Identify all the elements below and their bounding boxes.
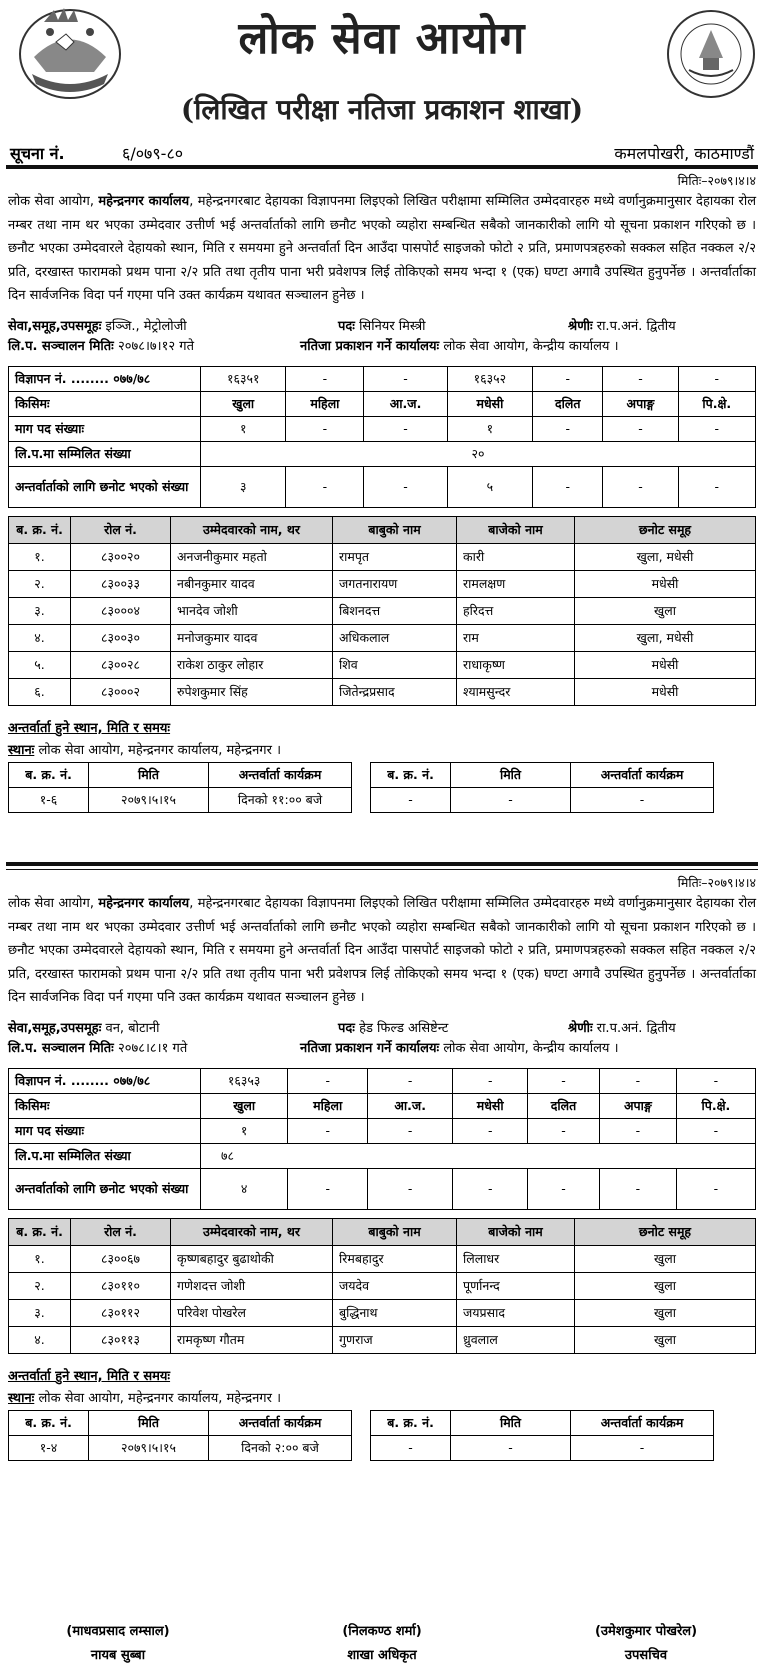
kind-row: [9, 1093, 756, 1118]
cell-grandfather: हरिदत्त: [457, 597, 575, 624]
cell-group: खुला: [575, 1326, 756, 1353]
adv-cell: -: [364, 366, 447, 391]
kind-cell: दलित: [533, 391, 603, 416]
shortlisted-label: अन्तर्वार्ताको लागि छनोट भएको संख्या: [9, 466, 201, 507]
cell-father: रामपृत: [333, 543, 457, 570]
demand-cell: -: [678, 416, 755, 441]
shortlisted-cell: ३: [201, 466, 286, 507]
iv-header-program: अन्तर्वार्ता कार्यक्रम: [209, 762, 352, 787]
iv-header-serial: ब. क्र. नं.: [9, 762, 89, 787]
cell-grandfather: ध्रुवलाल: [457, 1326, 575, 1353]
kind-label: किसिमः: [9, 391, 201, 416]
iv-serial: -: [371, 787, 451, 812]
table-row: [9, 543, 756, 570]
cell-serial: ३.: [9, 597, 71, 624]
signature-3: [536, 1620, 756, 1668]
cell-roll: ८३००३०: [71, 624, 171, 651]
kind-cell: आ.ज.: [368, 1093, 453, 1118]
kind-cell: दलित: [528, 1093, 600, 1118]
demand-cell: -: [676, 1118, 755, 1143]
adv-cell: -: [286, 366, 364, 391]
cell-name: राकेश ठाकुर लोहार: [171, 651, 333, 678]
signature-2: [272, 1620, 492, 1668]
cell-serial: २.: [9, 1272, 71, 1299]
service-label: सेवा,समूह,उपसमूहः: [8, 1020, 102, 1036]
result-section-1: [8, 172, 756, 814]
demand-cell: -: [528, 1118, 600, 1143]
signatory-name: (उमेशकुमार पोखरेल): [594, 1624, 698, 1639]
iv-serial: -: [371, 1435, 451, 1460]
iv-date: २०७९।५।१५: [89, 1435, 209, 1460]
para-body: , महेन्द्रनगरबाट देहायका विज्ञापनमा लिइएको लिखित परीक्षामा सम्मिलित उम्मेदवारहरु मध्ये वर्णानुक्रमानुसार देहायका रोल नम्बर तथा नाम थर भएका उम्मेदवार उत्तीर्ण भई अन्तर्वार्ताको लागि छनौट भएको व्यहोरा सम्बन्धित सबैको जानकारीको लागि यो सूचना प्रकाशन गरिएको छ । छनौट भएका उम्मेदवारले देहायको स्थान, मिति र समयमा हुने अन्तर्वार्ता दिन आउँदा पासपोर्ट साइजको फोटो २ प्रति, प्रमाणपत्रहरुको सक्कल सहित नक्कल २/२ प्रति, दरखास्त फारामको प्रथम पाना २/२ प्रति तथा तृतीय पाना भरी प्रवेशपत्र लिई तोकिएको समय भन्दा १ (एक) घण्टा अगावै उपस्थित हुनुपर्नेछ । अन्तर्वार्ताका दिन सार्वजनिक विदा पर्न गएमा पनि उक्त कार्यक्रम यथावत सञ्चालन हुनेछ ।: [8, 896, 757, 1005]
cell-group: खुला: [575, 1299, 756, 1326]
cell-grandfather: पूर्णानन्द: [457, 1272, 575, 1299]
shortlisted-cell: ४: [201, 1168, 288, 1209]
table-row: [9, 624, 756, 651]
header-grandfather: बाजेको नाम: [457, 516, 575, 543]
signatures: [8, 1620, 756, 1670]
cell-grandfather: रामलक्षण: [457, 570, 575, 597]
iv-program: -: [571, 787, 714, 812]
header-father: बाबुको नाम: [333, 516, 457, 543]
iv-date: २०७९।५।१५: [89, 787, 209, 812]
adv-cell: -: [368, 1068, 453, 1093]
cell-serial: ५.: [9, 651, 71, 678]
place-value: लोक सेवा आयोग, महेन्द्रनगर कार्यालय, महेन्द्रनगर ।: [38, 1390, 282, 1406]
office-location: कमलपोखरी, काठमाण्डौं: [614, 144, 754, 163]
interview-table: [8, 1410, 352, 1461]
signatory-title: उपसचिव: [624, 1648, 668, 1663]
adv-cell: १६३५२: [447, 366, 532, 391]
kind-cell: महिला: [286, 391, 364, 416]
exam-meta: [8, 316, 756, 358]
post-value: हेड फिल्ड असिष्टेन्ट: [359, 1020, 449, 1036]
notice-number-label: सूचना नं.: [10, 144, 65, 163]
cell-name: रुपेशकुमार सिंह: [171, 678, 333, 705]
cell-roll: ८३०११३: [71, 1326, 171, 1353]
included-row: [9, 441, 756, 466]
adv-row: [9, 366, 756, 391]
candidates-header: [9, 516, 756, 543]
adv-cell: -: [678, 366, 755, 391]
iv-header-program: अन्तर्वार्ता कार्यक्रम: [571, 762, 714, 787]
iv-header-date: मिति: [89, 1410, 209, 1435]
adv-cell: -: [676, 1068, 755, 1093]
notice-paragraph: [8, 190, 756, 308]
header-roll: रोल नं.: [71, 1218, 171, 1245]
iv-serial: १-४: [9, 1435, 89, 1460]
table-row: [9, 570, 756, 597]
kind-cell: आ.ज.: [364, 391, 447, 416]
cell-serial: १.: [9, 543, 71, 570]
iv-header-serial: ब. क्र. नं.: [9, 1410, 89, 1435]
notice-date: मितिः–२०७९।४।४: [677, 173, 756, 188]
cell-roll: ८३००२०: [71, 543, 171, 570]
cell-name: भानदेव जोशी: [171, 597, 333, 624]
cell-father: शिव: [333, 651, 457, 678]
adv-cell: -: [528, 1068, 600, 1093]
para-office: महेन्द्रनगर कार्यालय: [98, 896, 190, 911]
interview-schedule: [8, 762, 756, 814]
cell-name: नबीनकुमार यादव: [171, 570, 333, 597]
demand-row: [9, 416, 756, 441]
para-lead: लोक सेवा आयोग,: [8, 896, 99, 911]
iv-header-date: मिति: [451, 1410, 571, 1435]
interview-place: [8, 740, 756, 758]
adv-cell: -: [533, 366, 603, 391]
iv-header-serial: ब. क्र. नं.: [371, 762, 451, 787]
cell-father: जगतनारायण: [333, 570, 457, 597]
iv-header-date: मिति: [451, 762, 571, 787]
kind-cell: खुला: [201, 391, 286, 416]
cell-serial: ६.: [9, 678, 71, 705]
kind-cell: अपाङ्ग: [603, 391, 678, 416]
included-label: लि.प.मा सम्मिलित संख्या: [9, 441, 201, 466]
cell-grandfather: लिलाधर: [457, 1245, 575, 1272]
shortlisted-row: [9, 466, 756, 507]
cell-name: कृष्णबहादुर बुढाथोकी: [171, 1245, 333, 1272]
shortlisted-row: [9, 1168, 756, 1209]
shortlisted-cell: -: [603, 466, 678, 507]
interview-place: [8, 1388, 756, 1406]
interview-table-empty: [370, 1410, 714, 1461]
demand-cell: -: [603, 416, 678, 441]
vacancy-table: [8, 1068, 756, 1210]
cell-group: मधेसी: [575, 678, 756, 705]
header-father: बाबुको नाम: [333, 1218, 457, 1245]
demand-cell: १: [201, 1118, 288, 1143]
letterhead: [0, 0, 764, 132]
iv-program: -: [571, 1435, 714, 1460]
candidates-header: [9, 1218, 756, 1245]
para-body: , महेन्द्रनगरबाट देहायका विज्ञापनमा लिइएको लिखित परीक्षामा सम्मिलित उम्मेदवारहरु मध्ये वर्णानुक्रमानुसार देहायका रोल नम्बर तथा नाम थर भएका उम्मेदवार उत्तीर्ण भई अन्तर्वार्ताको लागि छनौट भएको व्यहोरा सम्बन्धित सबैको जानकारीको लागि यो सूचना प्रकाशन गरिएको छ । छनौट भएका उम्मेदवारले देहायको स्थान, मिति र समयमा हुने अन्तर्वार्ता दिन आउँदा पासपोर्ट साइजको फोटो २ प्रति, प्रमाणपत्रहरुको सक्कल सहित नक्कल २/२ प्रति, दरखास्त फारामको प्रथम पाना २/२ प्रति तथा तृतीय पाना भरी प्रवेशपत्र लिई तोकिएको समय भन्दा १ (एक) घण्टा अगावै उपस्थित हुनुपर्नेछ । अन्तर्वार्ताका दिन सार्वजनिक विदा पर्न गएमा पनि उक्त कार्यक्रम यथावत सञ्चालन हुनेछ ।: [8, 194, 757, 303]
iv-serial: १-६: [9, 787, 89, 812]
candidates-table: [8, 516, 756, 706]
shortlisted-cell: -: [364, 466, 447, 507]
signature-1: [8, 1620, 228, 1668]
level-value: रा.प.अनं. द्वितीय: [596, 318, 676, 334]
header-serial: ब. क्र. नं.: [9, 1218, 71, 1245]
cell-roll: ८३०००४: [71, 597, 171, 624]
cell-grandfather: जयप्रसाद: [457, 1299, 575, 1326]
cell-father: जयदेव: [333, 1272, 457, 1299]
candidates-body: [9, 543, 756, 705]
cell-serial: ३.: [9, 1299, 71, 1326]
header-divider: [6, 165, 758, 169]
iv-date: -: [451, 787, 571, 812]
service-value: इञ्जि., मेट्रोलोजी: [105, 318, 187, 334]
demand-cell: -: [364, 416, 447, 441]
notice-paragraph: [8, 892, 756, 1010]
cell-group: मधेसी: [575, 651, 756, 678]
exam-date-label: लि.प. सञ्चालन मितिः: [8, 1040, 114, 1056]
iv-program: दिनको २:०० बजे: [209, 1435, 352, 1460]
table-row: [9, 1326, 756, 1353]
level-value: रा.प.अनं. द्वितीय: [596, 1020, 676, 1036]
kind-row: [9, 391, 756, 416]
section-divider-thin: [6, 869, 758, 870]
signatory-title: शाखा अधिकृत: [347, 1648, 417, 1663]
cell-serial: १.: [9, 1245, 71, 1272]
cell-roll: ८३०००२: [71, 678, 171, 705]
demand-label: माग पद संख्याः: [9, 416, 201, 441]
service-label: सेवा,समूह,उपसमूहः: [8, 318, 102, 334]
exam-date-value: २०७८।७।१२ गते: [117, 338, 194, 354]
demand-cell: -: [288, 1118, 368, 1143]
cell-group: खुला: [575, 1245, 756, 1272]
interview-table: [8, 762, 352, 813]
exam-meta: [8, 1018, 756, 1060]
notice-date: मितिः–२०७९।४।४: [677, 875, 756, 890]
place-label: स्थानः: [8, 1390, 35, 1406]
adv-label: विज्ञापन नं. ........ ०७७/७८: [9, 1068, 201, 1093]
result-office-label: नतिजा प्रकाशन गर्ने कार्यालयः: [300, 338, 440, 354]
post-label: पदः: [338, 1020, 355, 1036]
header-name: उम्मेदवारको नाम, थर: [171, 516, 333, 543]
demand-cell: -: [533, 416, 603, 441]
iv-header-program: अन्तर्वार्ता कार्यक्रम: [571, 1410, 714, 1435]
demand-label: माग पद संख्याः: [9, 1118, 201, 1143]
kind-label: किसिमः: [9, 1093, 201, 1118]
header-serial: ब. क्र. नं.: [9, 516, 71, 543]
demand-cell: -: [599, 1118, 676, 1143]
cell-roll: ८३००२८: [71, 651, 171, 678]
demand-cell: -: [286, 416, 364, 441]
signatory-title: नायब सुब्बा: [90, 1648, 146, 1663]
cell-group: खुला: [575, 597, 756, 624]
candidates-body: [9, 1245, 756, 1353]
cell-roll: ८३०११२: [71, 1299, 171, 1326]
table-row: [9, 678, 756, 705]
commission-seal-icon: [665, 8, 757, 100]
shortlisted-cell: -: [528, 1168, 600, 1209]
table-row: [9, 651, 756, 678]
iv-header-date: मिति: [89, 762, 209, 787]
para-office: महेन्द्रनगर कार्यालय: [98, 194, 190, 209]
shortlisted-cell: -: [453, 1168, 528, 1209]
cell-father: बुद्धिनाथ: [333, 1299, 457, 1326]
iv-header-serial: ब. क्र. नं.: [371, 1410, 451, 1435]
demand-cell: १: [201, 416, 286, 441]
para-lead: लोक सेवा आयोग,: [8, 194, 99, 209]
header-group: छनोट समूह: [575, 1218, 756, 1245]
cell-grandfather: श्यामसुन्दर: [457, 678, 575, 705]
kind-cell: मधेसी: [453, 1093, 528, 1118]
shortlisted-cell: -: [678, 466, 755, 507]
cell-father: गुणराज: [333, 1326, 457, 1353]
exam-date-value: २०७८।८।१ गते: [117, 1040, 188, 1056]
header-group: छनोट समूह: [575, 516, 756, 543]
cell-father: बिशनदत्त: [333, 597, 457, 624]
included-value: २०: [201, 441, 756, 466]
shortlisted-cell: -: [676, 1168, 755, 1209]
cell-group: मधेसी: [575, 570, 756, 597]
cell-name: मनोजकुमार यादव: [171, 624, 333, 651]
table-row: [9, 597, 756, 624]
exam-date-label: लि.प. सञ्चालन मितिः: [8, 338, 114, 354]
place-value: लोक सेवा आयोग, महेन्द्रनगर कार्यालय, महेन्द्रनगर ।: [38, 742, 282, 758]
cell-grandfather: राधाकृष्ण: [457, 651, 575, 678]
section-divider: [6, 862, 758, 866]
commission-title: लोक सेवा आयोग: [238, 13, 526, 64]
cell-father: अधिकलाल: [333, 624, 457, 651]
cell-grandfather: राम: [457, 624, 575, 651]
service-value: वन, बोटानी: [105, 1020, 160, 1036]
candidates-table: [8, 1218, 756, 1354]
iv-header-program: अन्तर्वार्ता कार्यक्रम: [209, 1410, 352, 1435]
shortlisted-cell: -: [286, 466, 364, 507]
table-row: [9, 1245, 756, 1272]
kind-cell: पि.क्षे.: [678, 391, 755, 416]
result-office-value: लोक सेवा आयोग, केन्द्रीय कार्यालय ।: [443, 1040, 619, 1056]
shortlisted-cell: -: [599, 1168, 676, 1209]
cell-group: खुला, मधेसी: [575, 624, 756, 651]
cell-group: खुला: [575, 1272, 756, 1299]
demand-cell: -: [368, 1118, 453, 1143]
signatory-name: (माधवप्रसाद लम्साल): [66, 1624, 170, 1639]
cell-group: खुला, मधेसी: [575, 543, 756, 570]
shortlisted-cell: ५: [447, 466, 532, 507]
cell-name: गणेशदत्त जोशी: [171, 1272, 333, 1299]
level-label: श्रेणीः: [568, 1020, 593, 1036]
interview-heading: अन्तर्वार्ता हुने स्थान, मिति र समयः: [8, 720, 171, 736]
post-label: पदः: [338, 318, 355, 334]
kind-cell: महिला: [288, 1093, 368, 1118]
branch-subtitle: (लिखित परीक्षा नतिजा प्रकाशन शाखा): [180, 93, 584, 126]
signatory-name: (निलकण्ठ शर्मा): [342, 1624, 422, 1639]
cell-father: रिमबहादुर: [333, 1245, 457, 1272]
cell-roll: ८३०११०: [71, 1272, 171, 1299]
shortlisted-cell: -: [368, 1168, 453, 1209]
demand-cell: -: [453, 1118, 528, 1143]
adv-cell: -: [603, 366, 678, 391]
shortlisted-cell: -: [288, 1168, 368, 1209]
notice-number: ६/०७९-८०: [122, 144, 184, 163]
interview-table-empty: [370, 762, 714, 813]
adv-row: [9, 1068, 756, 1093]
kind-cell: मधेसी: [447, 391, 532, 416]
table-row: [9, 1272, 756, 1299]
adv-label: विज्ञापन नं. ........ ०७७/७८: [9, 366, 201, 391]
cell-serial: २.: [9, 570, 71, 597]
cell-roll: ८३००३३: [71, 570, 171, 597]
level-label: श्रेणीः: [568, 318, 593, 334]
kind-cell: अपाङ्ग: [599, 1093, 676, 1118]
kind-cell: खुला: [201, 1093, 288, 1118]
interview-schedule: [8, 1410, 756, 1462]
result-section-2: [8, 874, 756, 1462]
cell-name: अनजनीकुमार महतो: [171, 543, 333, 570]
cell-name: रामकृष्ण गौतम: [171, 1326, 333, 1353]
post-value: सिनियर मिस्त्री: [359, 318, 426, 334]
result-office-label: नतिजा प्रकाशन गर्ने कार्यालयः: [300, 1040, 440, 1056]
result-office-value: लोक सेवा आयोग, केन्द्रीय कार्यालय ।: [443, 338, 619, 354]
demand-cell: १: [447, 416, 532, 441]
cell-serial: ४.: [9, 624, 71, 651]
adv-cell: १६३५१: [201, 366, 286, 391]
vacancy-table: [8, 366, 756, 508]
header-grandfather: बाजेको नाम: [457, 1218, 575, 1245]
table-row: [9, 1299, 756, 1326]
notice-info-row: [10, 140, 754, 166]
cell-father: जितेन्द्रप्रसाद: [333, 678, 457, 705]
shortlisted-cell: -: [533, 466, 603, 507]
cell-roll: ८३००६७: [71, 1245, 171, 1272]
demand-row: [9, 1118, 756, 1143]
cell-serial: ४.: [9, 1326, 71, 1353]
header-roll: रोल नं.: [71, 516, 171, 543]
adv-cell: -: [288, 1068, 368, 1093]
adv-cell: -: [599, 1068, 676, 1093]
iv-date: -: [451, 1435, 571, 1460]
interview-heading: अन्तर्वार्ता हुने स्थान, मिति र समयः: [8, 1368, 171, 1384]
included-row: [9, 1143, 756, 1168]
iv-program: दिनको ११:०० बजे: [209, 787, 352, 812]
kind-cell: पि.क्षे.: [676, 1093, 755, 1118]
included-value: ७८: [201, 1143, 756, 1168]
place-label: स्थानः: [8, 742, 35, 758]
shortlisted-label: अन्तर्वार्ताको लागि छनोट भएको संख्या: [9, 1168, 201, 1209]
adv-cell: -: [453, 1068, 528, 1093]
adv-cell: १६३५३: [201, 1068, 288, 1093]
cell-name: परिवेश पोखरेल: [171, 1299, 333, 1326]
included-label: लि.प.मा सम्मिलित संख्या: [9, 1143, 201, 1168]
header-name: उम्मेदवारको नाम, थर: [171, 1218, 333, 1245]
cell-grandfather: कारी: [457, 543, 575, 570]
